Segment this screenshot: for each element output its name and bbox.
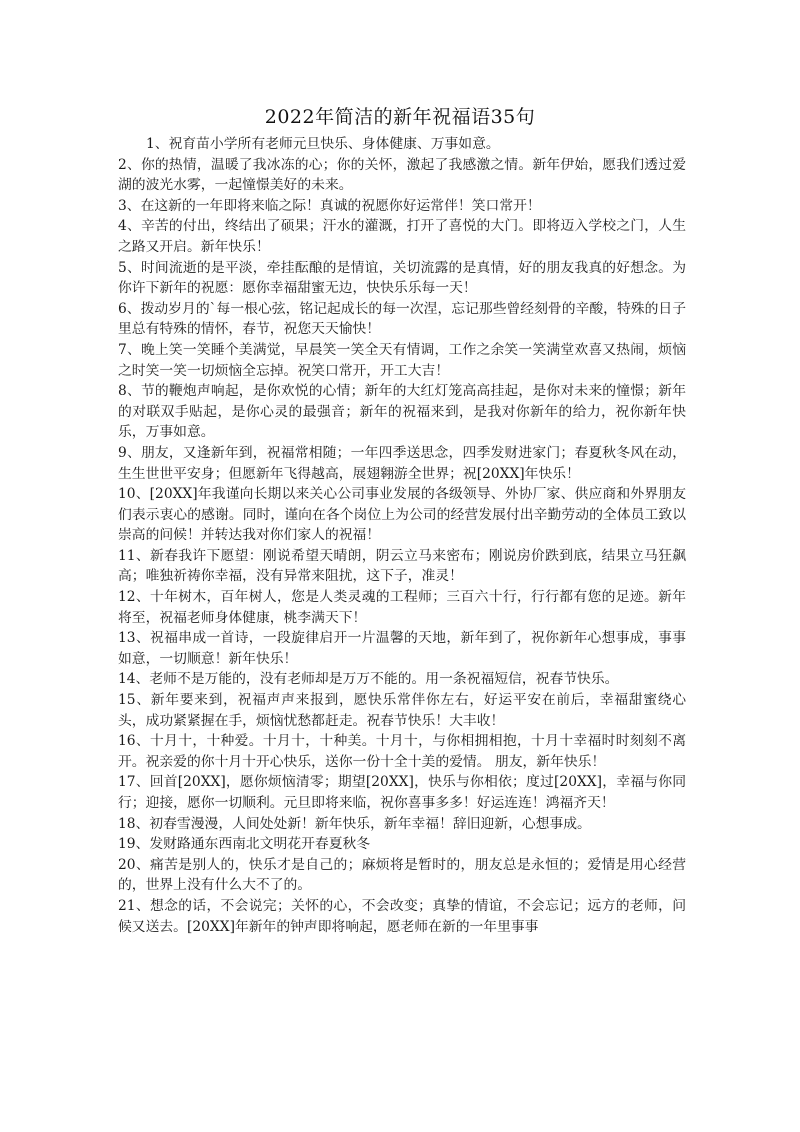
paragraph-20: 20、痛苦是别人的，快乐才是自己的；麻烦将是暂时的，朋友总是永恒的；爱情是用心经营的，世界上没有什么大不了的。: [118, 856, 686, 894]
paragraph-17: 17、回首[20XX]，愿你烦恼清零；期望[20XX]，快乐与你相依；度过[20XX]，幸福与你同行；迎接，愿你一切顺利。元旦即将来临，祝你喜事多多！好运连连！鸿福齐天！: [118, 774, 686, 811]
paragraph-5: 5、时间流逝的是平淡，牵挂酝酿的是情谊，关切流露的是真情，好的朋友我真的好想念。为你许下新年的祝愿：愿你幸福甜蜜无边，快快乐乐每一天！: [118, 259, 686, 297]
document-body: [118, 134, 686, 937]
paragraph-6: 6、拨动岁月的`每一根心弦，铭记起成长的每一次涅，忘记那些曾经刻骨的辛酸，特殊的日子里总有特殊的情怀，春节，祝您天天愉快！: [118, 300, 686, 338]
paragraph-3: 3、在这新的一年即将来临之际！真诚的祝愿你好运常伴！笑口常开！: [118, 197, 541, 214]
paragraph-10: 10、[20XX]年我谨向长期以来关心公司事业发展的各级领导、外协厂家、供应商和外界朋友们表示衷心的感谢。同时，谨向在各个岗位上为公司的经营发展付出辛勤劳动的全体员工致以崇高的问候！并转达我对你们家人的祝福！: [118, 486, 686, 544]
paragraph-14: 14、老师不是万能的，没有老师却是万万不能的。用一条祝福短信，祝春节快乐。: [118, 671, 619, 688]
paragraph-2: 2、你的热情，温暖了我冰冻的心；你的关怀，激起了我感激之情。新年伊始，愿我们透过爱湖的波光水雾，一起憧憬美好的未来。: [118, 156, 686, 194]
paragraph-18: 18、初春雪漫漫，人间处处新！新年快乐，新年幸福！辞旧迎新，心想事成。: [118, 815, 591, 832]
paragraph-15: 15、新年要来到，祝福声声来报到，愿快乐常伴你左右，好运平安在前后，幸福甜蜜绕心头，成功紧紧握在手，烦恼忧愁都赶走。祝春节快乐！大丰收！: [118, 692, 686, 729]
paragraph-9: 9、朋友，又逢新年到，祝福常相随；一年四季送思念，四季发财进家门；春夏秋冬风在动，生生世世平安身；但愿新年飞得越高，展翅翱游全世界；祝[20XX]年快乐！: [118, 444, 686, 482]
paragraph-19: 19、发财路通东西南北文明花开春夏秋冬: [118, 836, 371, 853]
paragraph-1: 1、祝育苗小学所有老师元旦快乐、身体健康、万事如意。: [146, 136, 500, 152]
document-title: 2022年简洁的新年祝福语35句: [264, 106, 536, 128]
paragraph-11: 11、新春我许下愿望：刚说希望天晴朗，阴云立马来密布；刚说房价跌到底，结果立马狂飙高；唯独祈祷你幸福，没有异常来阻扰，这下子，准灵！: [118, 547, 686, 585]
paragraph-16: 16、十月十，十种爱。十月十，十种美。十月十，与你相拥相抱，十月十幸福时时刻刻不离开。祝亲爱的你十月十开心快乐，送你一份十全十美的爱情。 朋友，新年快乐！: [118, 733, 686, 770]
paragraph-21: 21、想念的话，不会说完；关怀的心，不会改变；真挚的情谊，不会忘记；远方的老师，问候又送去。[20XX]年新年的钟声即将响起，愿老师在新的一年里事事: [118, 897, 686, 935]
paragraph-8: 8、节的鞭炮声响起，是你欢悦的心情；新年的大红灯笼高高挂起，是你对未来的憧憬；新年的对联双手贴起，是你心灵的最强音；新年的祝福来到，是我对你新年的给力，祝你新年快乐，万事如意。: [118, 383, 686, 441]
paragraph-13: 13、祝福串成一首诗，一段旋律启开一片温馨的天地，新年到了，祝你新年心想事成，事事如意，一切顺意！新年快乐！: [118, 630, 686, 667]
paragraph-4: 4、辛苦的付出，终结出了硕果；汗水的灌溉，打开了喜悦的大门。即将迈入学校之门，人生之路又开启。新年快乐！: [118, 218, 686, 255]
paragraph-7: 7、晚上笑一笑睡个美满觉，早晨笑一笑全天有情调，工作之余笑一笑满堂欢喜又热闹，烦恼之时笑一笑一切烦恼全忘掉。祝笑口常开，开工大吉！: [118, 341, 686, 379]
paragraph-12: 12、十年树木，百年树人，您是人类灵魂的工程师；三百六十行，行行都有您的足迹。新年将至，祝福老师身体健康，桃李满天下！: [118, 589, 686, 626]
